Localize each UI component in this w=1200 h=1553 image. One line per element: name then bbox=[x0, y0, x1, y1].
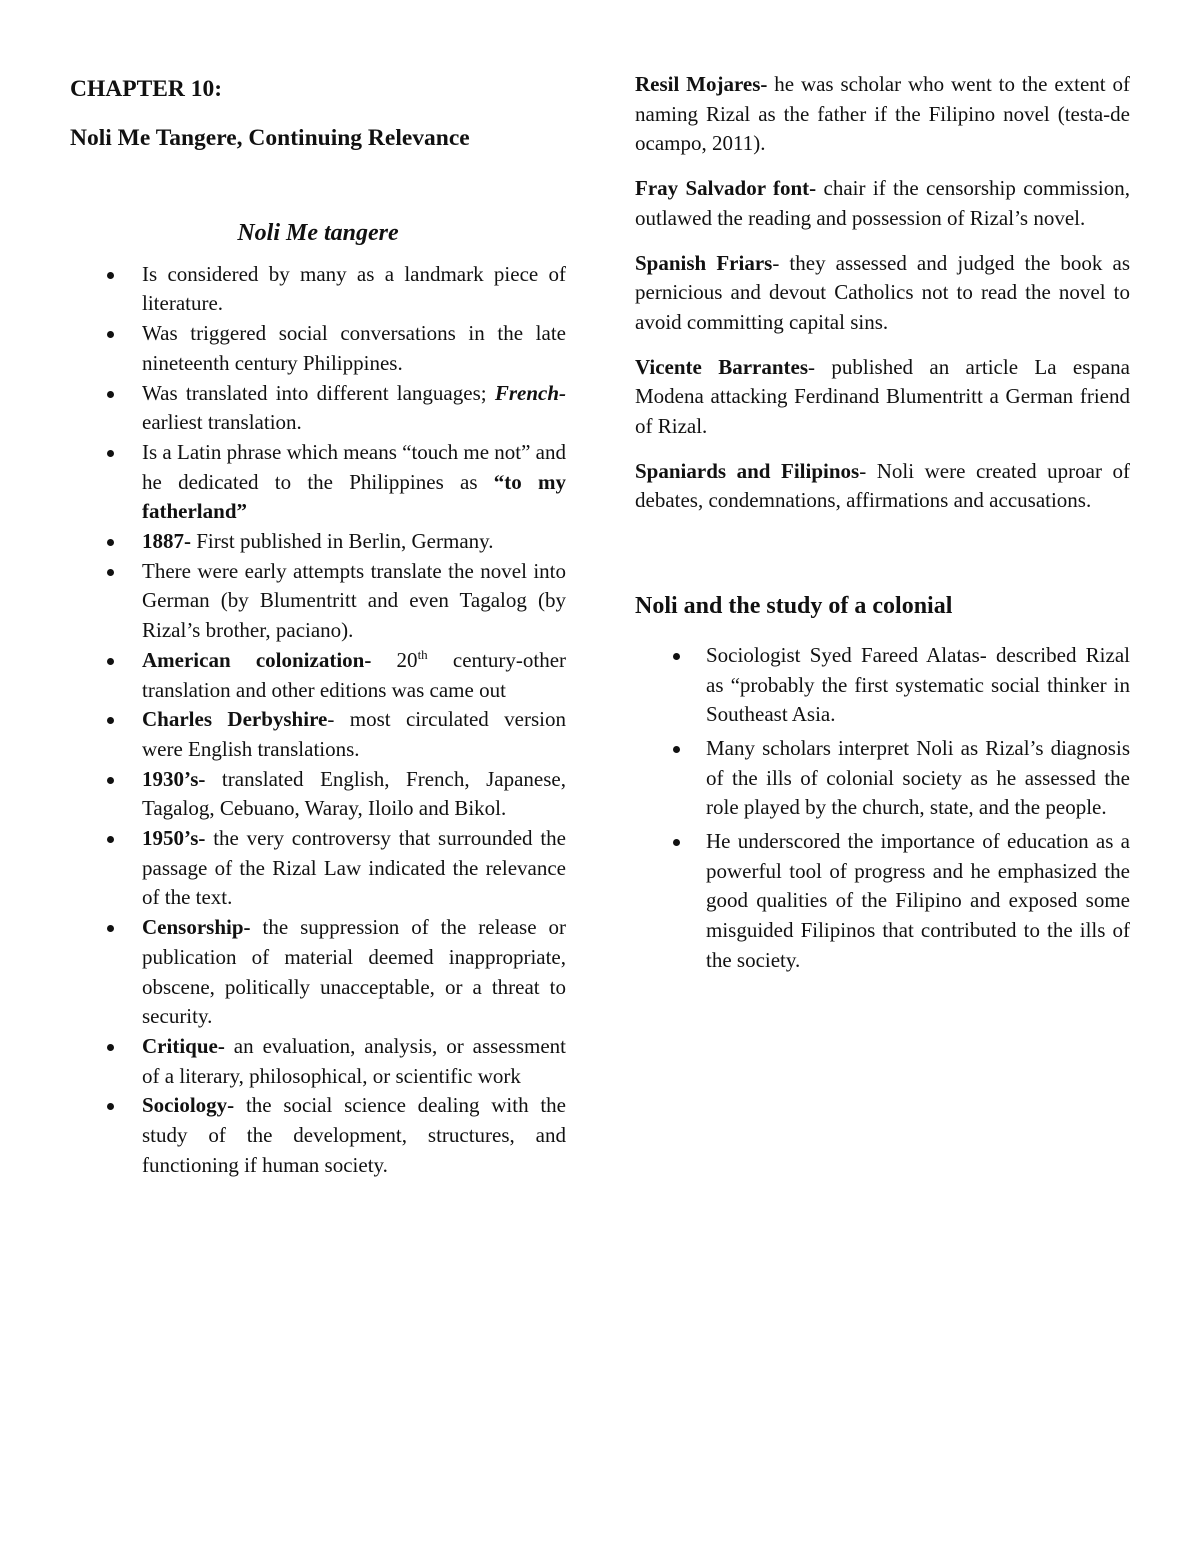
para-text: he was scholar who went to the extent of naming Rizal as the father if the Filipino novel (testa-de ocampo, 2011). bbox=[635, 72, 1130, 156]
item-text: First published in Berlin, Germany. bbox=[191, 529, 494, 554]
section-title: Noli Me tangere bbox=[237, 220, 399, 246]
list-item bbox=[70, 260, 566, 319]
item-text: Is a Latin phrase which means “touch me not” and he dedicated to the Philippines as bbox=[142, 439, 566, 494]
para-text: - they assessed and judged the book as pernicious and devout Catholics not to read the novel to avoid committing capital sins. bbox=[635, 250, 1130, 334]
item-text: an evaluation, analysis, or assessment of a literary, philosophical, or scientific work bbox=[142, 1033, 566, 1088]
definition-paragraph bbox=[635, 353, 1130, 442]
list-item bbox=[635, 827, 1130, 976]
bullet-icon bbox=[673, 746, 680, 753]
left-bullet-list bbox=[70, 260, 566, 1181]
bullet-icon bbox=[107, 331, 114, 338]
item-term: Critique- bbox=[142, 1033, 225, 1058]
list-item bbox=[70, 1091, 566, 1180]
bullet-icon bbox=[107, 569, 114, 576]
item-text: Was triggered social conversations in the late nineteenth century Philippines. bbox=[142, 321, 566, 375]
para-term: Vicente Barrantes bbox=[635, 354, 809, 379]
list-item bbox=[635, 641, 1130, 730]
bullet-icon bbox=[107, 391, 114, 398]
item-term: Sociology- bbox=[142, 1093, 235, 1118]
item-term: Charles Derbyshire bbox=[142, 707, 328, 732]
right-bullet-list bbox=[635, 641, 1130, 976]
item-text: translated English, French, Japanese, Tagalog, Cebuano, Waray, Iloilo and Bikol. bbox=[142, 766, 566, 821]
para-term: Spaniards and Filipinos bbox=[635, 458, 860, 483]
bullet-icon bbox=[107, 1044, 114, 1051]
definition-paragraph bbox=[635, 457, 1130, 516]
item-text: century-other translation and other editions was came out bbox=[142, 647, 567, 702]
para-text: chair if the censorship commission, outlawed the reading and possession of Rizal’s novel. bbox=[635, 176, 1130, 230]
item-text: - most circulated version were English translations. bbox=[142, 707, 566, 761]
para-text: - published an article La espana Modena attacking Ferdinand Blumentritt a German friend of Rizal. bbox=[635, 354, 1131, 439]
item-term: 1950’s- bbox=[142, 826, 206, 851]
para-term: Spanish Friars bbox=[635, 250, 773, 275]
bullet-icon bbox=[107, 717, 114, 724]
para-term: Resil Mojares- bbox=[635, 72, 768, 96]
item-text: Many scholars interpret Noli as Rizal’s diagnosis of the ills of colonial society as he assessed the role played by the church, state, and the people. bbox=[706, 735, 1130, 820]
bullet-icon bbox=[107, 539, 114, 546]
bullet-icon bbox=[107, 1103, 114, 1110]
list-item bbox=[70, 913, 566, 1032]
item-text: Is considered by many as a landmark piece of literature. bbox=[142, 261, 566, 316]
bullet-icon bbox=[107, 450, 114, 457]
list-item bbox=[70, 438, 566, 527]
list-item bbox=[70, 765, 566, 824]
item-text: the suppression of the release or publication of material deemed inappropriate, obscene, politically unacceptable, or a threat to security. bbox=[142, 915, 566, 1029]
section-heading: Noli and the study of a colonial bbox=[635, 593, 953, 620]
bullet-icon bbox=[107, 925, 114, 932]
bullet-icon bbox=[107, 777, 114, 784]
item-term: American colonization- bbox=[142, 647, 372, 672]
list-item bbox=[70, 705, 566, 764]
item-term: 1887- bbox=[142, 529, 191, 554]
item-text: the very controversy that surrounded the passage of the Rizal Law indicated the relevance of the text. bbox=[142, 826, 566, 910]
definition-paragraph bbox=[635, 70, 1130, 159]
item-text: the social science dealing with the study of the development, structures, and functioning if human society. bbox=[142, 1093, 566, 1177]
list-item bbox=[70, 379, 566, 438]
left-column bbox=[70, 70, 566, 1181]
item-text: He underscored the importance of education as a powerful tool of progress and he emphasized the good qualities of the Filipino and exposed some misguided Filipinos that contributed to the ills of the society. bbox=[706, 829, 1130, 972]
item-term: “to my fatherland” bbox=[142, 469, 566, 524]
definition-paragraph bbox=[635, 174, 1130, 233]
para-text: - Noli were created uproar of debates, condemnations, affirmations and accusations. bbox=[635, 458, 1130, 513]
list-item bbox=[70, 319, 566, 378]
bullet-icon bbox=[673, 839, 680, 846]
chapter-label: CHAPTER 10: bbox=[70, 76, 223, 102]
para-term: Fray Salvador font- bbox=[635, 176, 817, 201]
list-item bbox=[70, 1032, 566, 1091]
bullet-icon bbox=[673, 653, 680, 660]
list-item bbox=[70, 824, 566, 913]
bullet-icon bbox=[107, 272, 114, 279]
list-item bbox=[635, 734, 1130, 823]
right-column bbox=[635, 70, 1130, 980]
item-term: 1930’s- bbox=[142, 766, 206, 791]
item-text: earliest translation. bbox=[142, 410, 302, 435]
item-term: French- bbox=[494, 380, 566, 405]
bullet-icon bbox=[107, 836, 114, 843]
item-text: 20 bbox=[371, 647, 418, 672]
item-superscript: th bbox=[417, 646, 428, 662]
item-text: There were early attempts translate the novel into German (by Blumentritt and even Tagalog (by Rizal’s brother, paciano). bbox=[142, 558, 566, 643]
chapter-subtitle: Noli Me Tangere, Continuing Relevance bbox=[70, 125, 470, 151]
item-text: Sociologist Syed Fareed Alatas- described Rizal as “probably the first systematic social thinker in Southeast Asia. bbox=[706, 642, 1130, 727]
list-item bbox=[70, 646, 566, 705]
list-item bbox=[70, 527, 566, 557]
definition-paragraph bbox=[635, 249, 1130, 338]
item-text: Was translated into different languages; bbox=[142, 380, 495, 405]
bullet-icon bbox=[107, 658, 114, 665]
item-term: Censorship- bbox=[142, 915, 251, 940]
list-item bbox=[70, 557, 566, 646]
